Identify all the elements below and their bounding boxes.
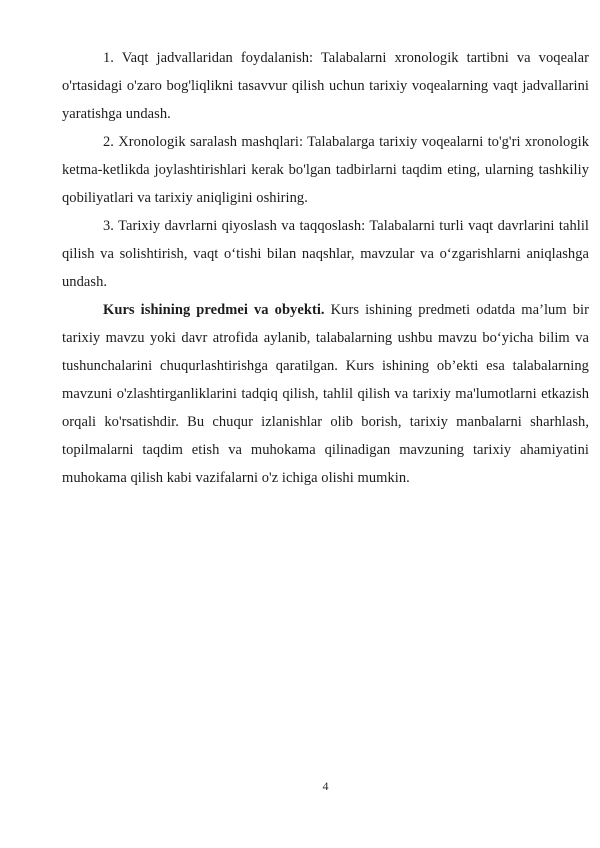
paragraph-2: 2. Xronologik saralash mashqlari: Talabalarga tarixiy voqealarni to'g'ri xronologik ketma-ketlikda joylashtirishlari kerak bo'lgan tadbirlarni taqdim eting, ularning tashkiliy qobiliyatlari va tarixiy aniqligini oshiring. bbox=[62, 134, 589, 206]
paragraph-4-bold-lead: Kurs ishining predmei va obyekti. bbox=[103, 302, 325, 318]
paragraph-1: 1. Vaqt jadvallaridan foydalanish: Talabalarni xronologik tartibni va voqealar o'rtasidagi o'zaro bog'liqlikni tasavvur qilish uchun tarixiy voqealarning vaqt jadvallarini yaratishga undash. bbox=[62, 50, 589, 122]
paragraph-4 bbox=[62, 296, 589, 492]
body-text bbox=[62, 44, 589, 492]
page-number: 4 bbox=[322, 779, 329, 793]
paragraph-4-body: Kurs ishining predmeti odatda ma’lum bir tarixiy mavzu yoki davr atrofida aylanib, talabalarning ushbu mavzu bo‘yicha bilim va tushunchalarini chuqurlashtirishga qaratilgan. Kurs ishining ob’ekti esa talabalarning mavzuni o'zlashtirganliklarini tadqiq qilish, tahlil qilish va tarixiy ma'lumotlarni etkazish orqali ko'rsatishdir. Bu chuqur izlanishlar olib borish, tarixiy manbalarni sharhlash, topilmalarni taqdim etish va muhokama qilinadigan mavzuning tarixiy ahamiyatini muhokama qilish kabi vazifalarni o'z ichiga olishi mumkin. bbox=[62, 302, 589, 486]
paragraph-3: 3. Tarixiy davrlarni qiyoslash va taqqoslash: Talabalarni turli vaqt davrlarini tahlil qilish va solishtirish, vaqt o‘tishi bilan naqshlar, mavzular va o‘zgarishlarni aniqlashga undash. bbox=[62, 218, 589, 290]
